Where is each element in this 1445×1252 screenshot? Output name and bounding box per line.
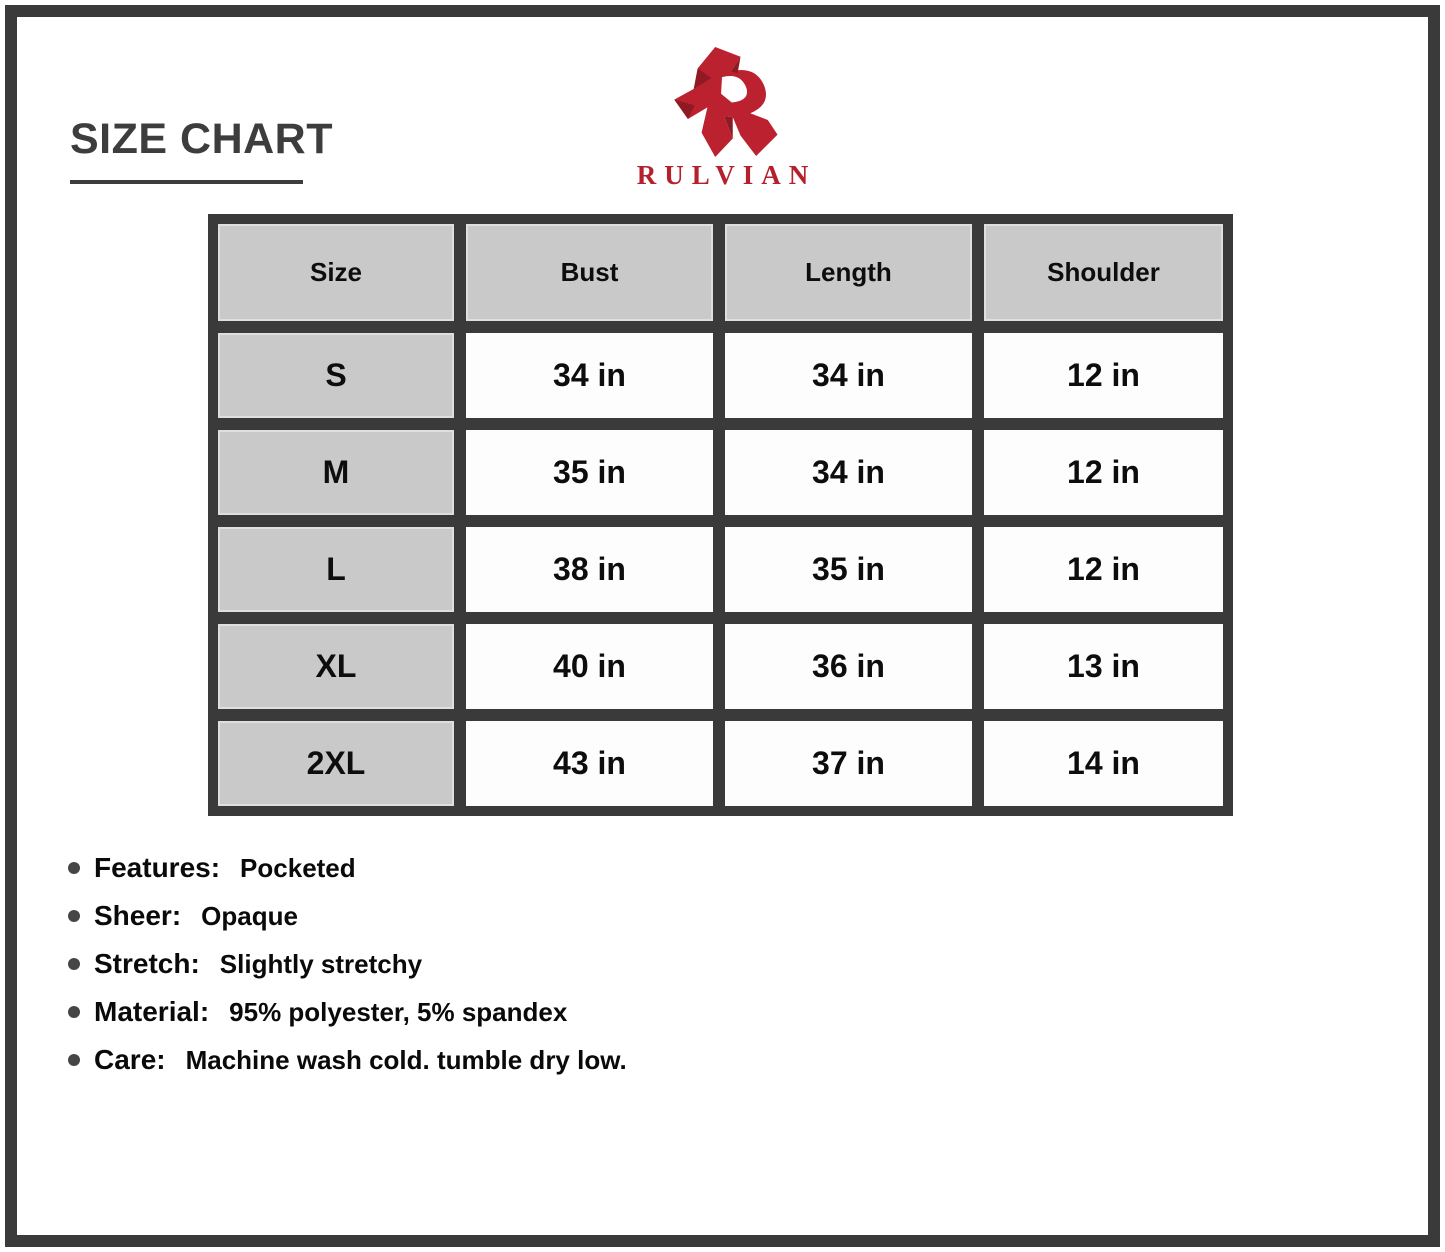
brand-block xyxy=(563,46,883,189)
row-s-bust-value: 34 in xyxy=(466,333,713,418)
product-details-list xyxy=(68,844,627,1084)
bullet-icon xyxy=(68,910,80,922)
row-m-shoulder-value: 12 in xyxy=(984,430,1223,515)
bullet-icon xyxy=(68,1006,80,1018)
col-header-shoulder: Shoulder xyxy=(984,224,1223,321)
brand-name: RULVIAN xyxy=(636,160,817,190)
col-header-size: Size xyxy=(218,224,454,321)
row-l-bust-value: 38 in xyxy=(466,527,713,612)
row-l-size-label: L xyxy=(218,527,454,612)
detail-value: Slightly stretchy xyxy=(219,948,423,979)
row-xl-bust-value: 40 in xyxy=(466,624,713,709)
detail-label: Sheer: xyxy=(94,900,182,931)
detail-value: 95% polyester, 5% spandex xyxy=(229,996,568,1027)
col-header-length: Length xyxy=(725,224,972,321)
detail-row-features xyxy=(68,844,627,892)
col-header-bust: Bust xyxy=(466,224,713,321)
detail-row-care xyxy=(68,1036,627,1084)
row-2xl-size-label: 2XL xyxy=(218,721,454,806)
detail-row-material xyxy=(68,988,627,1036)
size-table xyxy=(208,214,1233,816)
row-m-bust-value: 35 in xyxy=(466,430,713,515)
bullet-icon xyxy=(68,862,80,874)
detail-value: Pocketed xyxy=(240,852,356,883)
row-2xl-length-value: 37 in xyxy=(725,721,972,806)
row-m-size-label: M xyxy=(218,430,454,515)
row-l-length-value: 35 in xyxy=(725,527,972,612)
detail-value: Opaque xyxy=(201,900,298,931)
bullet-icon xyxy=(68,1054,80,1066)
row-s-shoulder-value: 12 in xyxy=(984,333,1223,418)
rulvian-r-logo-icon xyxy=(659,46,787,158)
row-s-length-value: 34 in xyxy=(725,333,972,418)
row-2xl-bust-value: 43 in xyxy=(466,721,713,806)
detail-row-sheer xyxy=(68,892,627,940)
detail-label: Features: xyxy=(94,852,221,883)
title-underline xyxy=(70,180,303,184)
detail-label: Stretch: xyxy=(94,948,200,979)
row-xl-size-label: XL xyxy=(218,624,454,709)
row-xl-length-value: 36 in xyxy=(725,624,972,709)
page-title: SIZE CHART xyxy=(70,115,333,163)
row-2xl-shoulder-value: 14 in xyxy=(984,721,1223,806)
row-l-shoulder-value: 12 in xyxy=(984,527,1223,612)
row-xl-shoulder-value: 13 in xyxy=(984,624,1223,709)
detail-label: Care: xyxy=(94,1044,166,1075)
detail-row-stretch xyxy=(68,940,627,988)
detail-label: Material: xyxy=(94,996,210,1027)
detail-value: Machine wash cold. tumble dry low. xyxy=(185,1044,627,1075)
row-s-size-label: S xyxy=(218,333,454,418)
row-m-length-value: 34 in xyxy=(725,430,972,515)
bullet-icon xyxy=(68,958,80,970)
